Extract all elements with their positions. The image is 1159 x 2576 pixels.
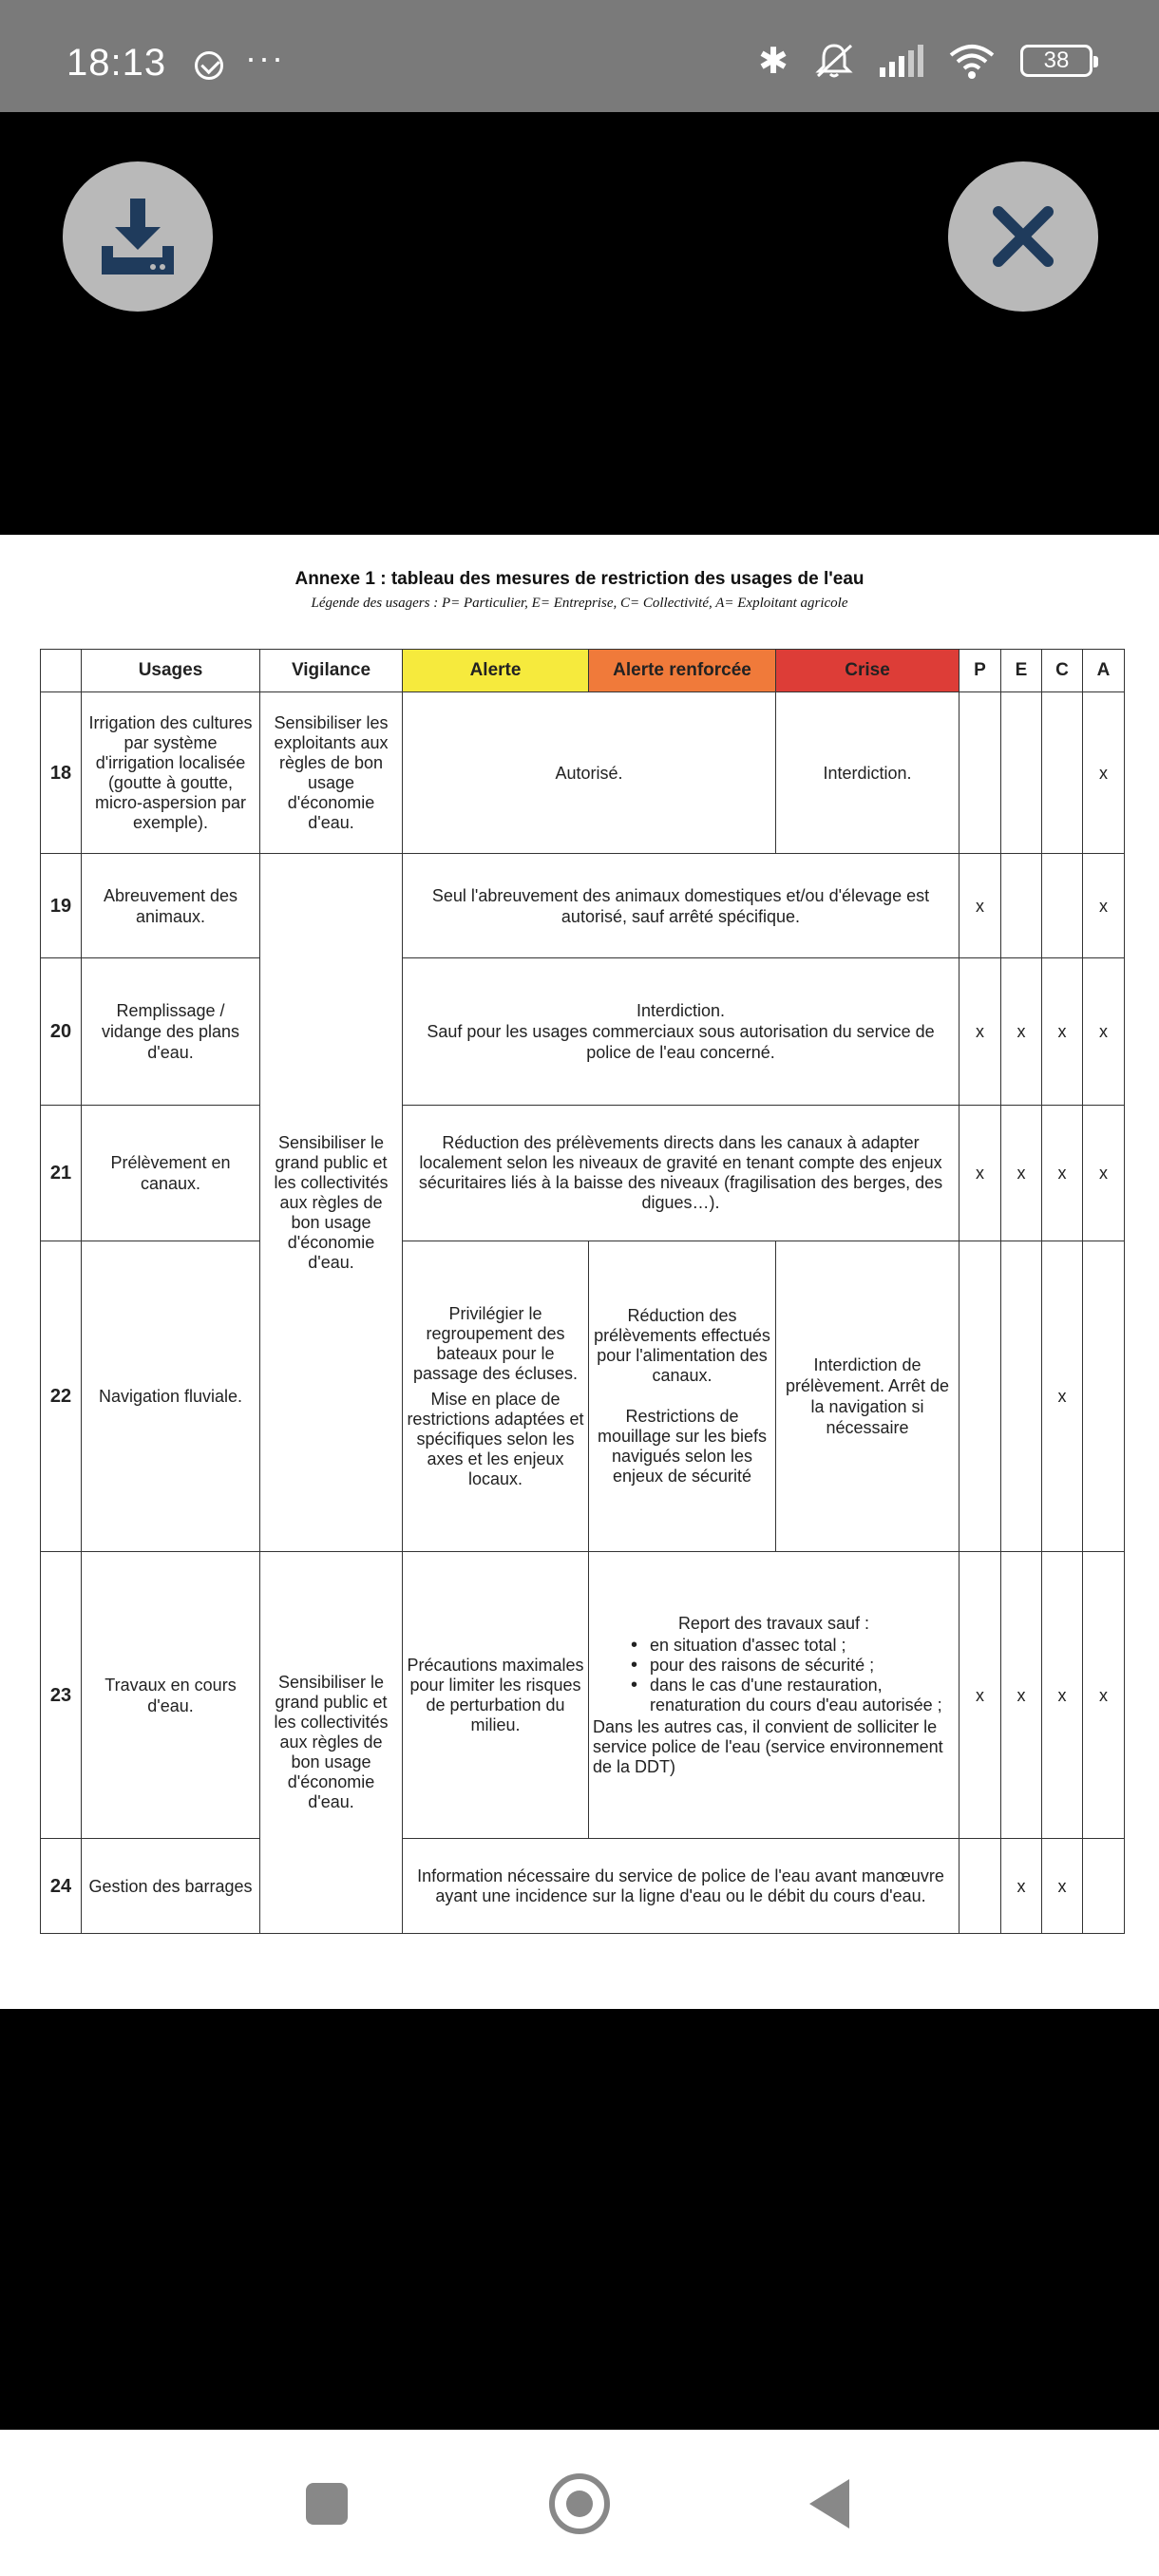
document-legend: Légende des usagers : P= Particulier, E= Entreprise, C= Collectivité, A= Exploitant agricole [311,596,848,611]
a-cell [1083,1241,1125,1552]
usage-cell: Irrigation des cultures par système d'irrigation localisée (goutte à goutte, micro-aspersion par exemple). [82,692,260,854]
row-number: 23 [41,1552,82,1839]
a-cell: x [1083,1106,1125,1241]
p-cell [960,692,1001,854]
download-button[interactable] [63,161,213,312]
document-title: Annexe 1 : tableau des mesures de restriction des usages de l'eau [294,569,864,589]
c-cell: x [1042,1552,1083,1839]
alerte-renforcee-cell [589,1241,776,1552]
crise-cell: Interdiction. [776,692,960,854]
report-title: Report des travaux sauf : [677,1613,870,1633]
table-row [41,692,1125,854]
wifi-icon [948,42,996,80]
e-cell [1001,692,1042,854]
renforcee-crise-cell [589,1552,960,1839]
bluetooth-icon: ✱ [758,40,788,82]
c-cell: x [1042,1839,1083,1934]
status-icons [758,42,1092,80]
battery-icon: 38 [1020,45,1092,77]
vigilance-cell: Sensibiliser le grand public et les collectivités aux règles de bon usage d'économie d'eau. [260,1552,403,1934]
a-cell: x [1083,854,1125,958]
row-number: 21 [41,1106,82,1241]
renforcee-measure-2: Restrictions de mouillage sur les biefs navigués selon les enjeux de sécurité [597,1407,768,1486]
e-cell: x [1001,958,1042,1106]
close-icon [985,199,1061,275]
e-cell: x [1001,1839,1042,1934]
home-icon[interactable] [549,2473,610,2534]
row-number: 19 [41,854,82,958]
image-viewer [0,112,1159,2430]
other-cases-note: Dans les autres cas, il convient de solliciter le service police de l'eau (service environnement de la DDT) [593,1716,943,1776]
usage-cell: Remplissage / vidange des plans d'eau. [82,958,260,1106]
e-cell [1001,1241,1042,1552]
header-num [41,650,82,692]
status-bar [0,0,1159,112]
c-cell [1042,854,1083,958]
download-icon [92,191,183,282]
header-vigilance: Vigilance [260,650,403,692]
table-row [41,958,1125,1106]
header-alerte: Alerte [403,650,589,692]
renforcee-measure-1: Réduction des prélèvements effectués pour l'alimentation des canaux. [594,1306,770,1385]
header-p: P [960,650,1001,692]
p-cell [960,1241,1001,1552]
table-row [41,854,1125,958]
p-cell: x [960,854,1001,958]
report-exceptions-list [593,1636,955,1715]
close-button[interactable] [948,161,1098,312]
p-cell: x [960,958,1001,1106]
table-row [41,1241,1125,1552]
alerte-measure-2: Mise en place de restrictions adaptées et spécifiques selon les axes et les enjeux locaux. [407,1389,584,1488]
row-number: 22 [41,1241,82,1552]
e-cell [1001,854,1042,958]
header-c: C [1042,650,1083,692]
list-item: • en situation d'assec total ; [593,1636,955,1656]
a-cell: x [1083,958,1125,1106]
measure-line-2: Sauf pour les usages commerciaux sous autorisation du service de police de l'eau concerné. [427,1022,935,1062]
measure-line-1: Interdiction. [636,1001,726,1020]
row-number: 20 [41,958,82,1106]
p-cell: x [960,1552,1001,1839]
usage-cell: Prélèvement en canaux. [82,1106,260,1241]
a-cell: x [1083,692,1125,854]
table-row [41,1839,1125,1934]
measure-cell [403,958,960,1106]
back-icon[interactable] [809,2479,849,2529]
header-a: A [1083,650,1125,692]
mute-icon [813,42,855,80]
a-cell: x [1083,1552,1125,1839]
table-row [41,1552,1125,1839]
c-cell: x [1042,1241,1083,1552]
usage-cell: Gestion des barrages [82,1839,260,1934]
vigilance-cell: Sensibiliser le grand public et les collectivités aux règles de bon usage d'économie d'eau. [260,854,403,1552]
alerte-cell [403,1241,589,1552]
recents-icon[interactable] [306,2483,348,2525]
crise-cell: Interdiction de prélèvement. Arrêt de la navigation si nécessaire [776,1241,960,1552]
p-cell [960,1839,1001,1934]
table-header-row [41,650,1125,692]
usage-cell: Navigation fluviale. [82,1241,260,1552]
list-item: • dans le cas d'une restauration, renaturation du cours d'eau autorisée ; [593,1676,955,1715]
signal-icon [880,45,923,77]
e-cell: x [1001,1106,1042,1241]
list-item: • pour des raisons de sécurité ; [593,1656,955,1676]
c-cell: x [1042,958,1083,1106]
measure-cell: Information nécessaire du service de police de l'eau avant manœuvre ayant une incidence sur la ligne d'eau ou le débit du cours d'eau. [403,1839,960,1934]
alerte-cell: Précautions maximales pour limiter les risques de perturbation du milieu. [403,1552,589,1839]
row-number: 24 [41,1839,82,1934]
e-cell: x [1001,1552,1042,1839]
vigilance-cell: Sensibiliser les exploitants aux règles de bon usage d'économie d'eau. [260,692,403,854]
table-row [41,1106,1125,1241]
restriction-table [40,649,1125,1934]
navigation-bar [0,2430,1159,2576]
measure-cell: Réduction des prélèvements directs dans les canaux à adapter localement selon les niveaux de gravité en tenant compte des enjeux sécuritaires liés à la baisse des niveaux (fragilisation des berges, des digues…). [403,1106,960,1241]
header-alerte-renforcee: Alerte renforcée [589,650,776,692]
c-cell: x [1042,1106,1083,1241]
alerte-renforcee-cell: Autorisé. [403,692,776,854]
header-e: E [1001,650,1042,692]
measure-cell: Seul l'abreuvement des animaux domestiques et/ou d'élevage est autorisé, sauf arrêté spécifique. [403,854,960,958]
more-notifications-icon: ··· [245,38,285,77]
notification-icon [195,51,223,80]
c-cell [1042,692,1083,854]
usage-cell: Travaux en cours d'eau. [82,1552,260,1839]
a-cell [1083,1839,1125,1934]
header-usages: Usages [82,650,260,692]
row-number: 18 [41,692,82,854]
clock: 18:13 [66,42,167,84]
document-image [0,535,1159,2009]
p-cell: x [960,1106,1001,1241]
header-crise: Crise [776,650,960,692]
alerte-measure-1: Privilégier le regroupement des bateaux pour le passage des écluses. [412,1303,579,1383]
usage-cell: Abreuvement des animaux. [82,854,260,958]
